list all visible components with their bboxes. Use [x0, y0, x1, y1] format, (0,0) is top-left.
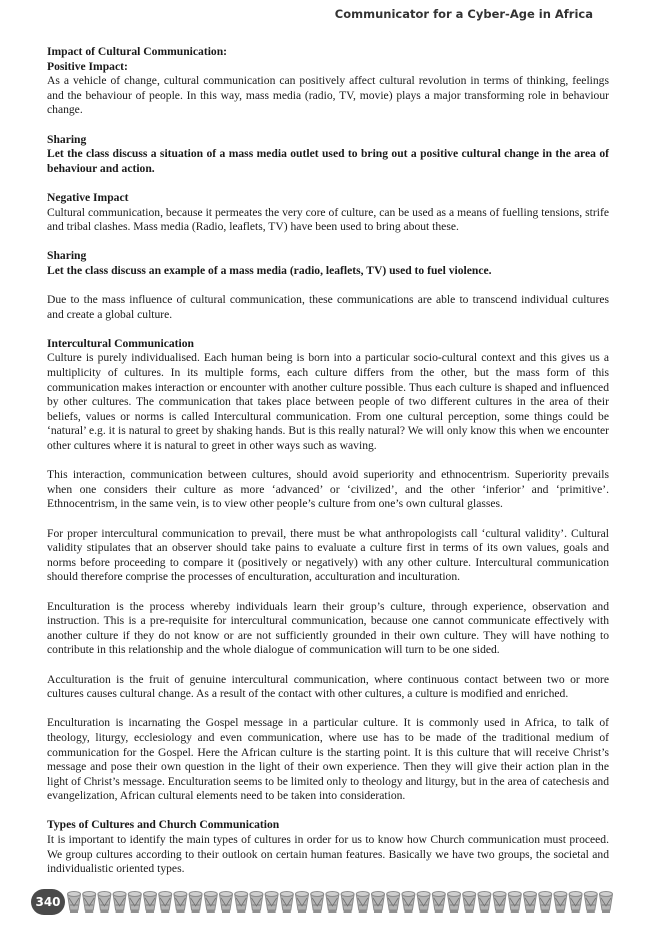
drum-icon: [250, 892, 263, 914]
drum-icon: [311, 892, 324, 914]
paragraph-acculturation: Acculturation is the fruit of genuine intercultural communication, where continuous contact between two or more cultures causes cultural change. As a result of the contact with other cultures, a culture is modified and enriched.: [47, 672, 609, 701]
heading-sharing-2: Sharing: [47, 249, 87, 263]
drum-icon: [508, 892, 521, 914]
drum-icon: [600, 892, 613, 914]
drum-icon: [584, 892, 597, 914]
drum-icon: [220, 892, 233, 914]
drum-icon: [265, 892, 278, 914]
drum-icon: [341, 892, 354, 914]
page-body: [47, 45, 609, 877]
paragraph-enculturation: Enculturation is the process whereby individuals learn their group’s culture, through experience, observation and instruction. This is a pre-requisite for intercultural communication, because one cannot communicate effectively with another culture if they do not know or are not sufficiently grounded in their own culture. They will have nothing to contribute in this relationship and the whole dialogue of communication will turn to be one sided.: [47, 599, 609, 657]
drum-icon: [356, 892, 369, 914]
heading-impact: Impact of Cultural Communication:: [47, 45, 228, 58]
drum-icon: [280, 892, 293, 914]
heading-intercultural: Intercultural Communication: [47, 336, 194, 350]
drum-border-ornament: [67, 890, 619, 916]
drum-icon: [144, 892, 157, 914]
paragraph-intercultural: Culture is purely individualised. Each human being is born into a particular socio-cultural context and this gives us a multiplicity of cultures. In its multiple forms, each culture differs from the other, but the mass form of this communication makes interaction or encounter with another culture possible. Thus each culture is shaped and influenced by other cultures. The communication that takes place between people of two different cultures in the area of their beliefs, values or norms is called Intercultural communication. From one cultural perception, some things could be ‘natural’ e.g. it is natural to greet by shaking hands. But is this really natural? We will only know this when we encounter other cultures where it is natural to greet in other ways such as waving.: [47, 351, 609, 453]
drum-icon: [174, 892, 187, 914]
paragraph-mass-influence: Due to the mass influence of cultural communication, these communications are able to transcend individual cultures and create a global culture.: [47, 293, 609, 321]
paragraph-sharing-1: Let the class discuss a situation of a mass media outlet used to bring out a positive cultural change in the area of behaviour and action.: [47, 147, 609, 175]
paragraph-superiority: This interaction, communication between cultures, should avoid superiority and ethnocentrism. Superiority prevails when one considers their culture as more ‘advanced’ or ‘civilized’, and the other ‘inferior’ and ‘primitive’. Ethnocentrism, in the same vein, is to view other people’s culture from one’s own cultural glasses.: [47, 468, 609, 511]
drum-icon: [296, 892, 309, 914]
paragraph-sharing-2: Let the class discuss an example of a mass media (radio, leaflets, TV) used to fuel violence.: [47, 263, 492, 277]
drum-icon: [68, 892, 81, 914]
heading-sharing-1: Sharing: [47, 132, 87, 146]
heading-types-of-cultures: Types of Cultures and Church Communication: [47, 818, 280, 832]
heading-negative-impact: Negative Impact: [47, 190, 129, 204]
drum-icon: [372, 892, 385, 914]
drum-icon: [417, 892, 430, 914]
drum-icon: [189, 892, 202, 914]
drum-icon: [235, 892, 248, 914]
page-number: 340: [31, 889, 65, 915]
heading-positive-impact: Positive Impact:: [47, 59, 128, 73]
drum-icon: [98, 892, 111, 914]
paragraph-inculturation: Enculturation is incarnating the Gospel message in a particular culture. It is commonly used in Africa, to talk of theology, liturgy, ecclesiology and even communication, where use has to be made of the traditional medium of communication for the Gospel. Here the African culture is the starting point. It is this culture that will receive Christ’s message and pose their own question in the light of their own experience. Then they will give their action plan in the light of Christ’s message. Enculturation seems to be limited only to theology and liturgy, but in the area of catechesis and evangelization, African cultural elements need to be taken into consideration.: [47, 716, 609, 803]
drum-icon: [432, 892, 445, 914]
drum-icon: [569, 892, 582, 914]
drum-icon: [402, 892, 415, 914]
drum-icon: [159, 892, 172, 914]
drum-icon: [387, 892, 400, 914]
drum-icon: [113, 892, 126, 914]
drum-icon: [326, 892, 339, 914]
drum-icon: [493, 892, 506, 914]
drum-icon: [478, 892, 491, 914]
drum-icon: [524, 892, 537, 914]
page-footer: [31, 889, 621, 917]
running-header: Communicator for a Cyber-Age in Africa: [334, 7, 593, 21]
drum-icon: [463, 892, 476, 914]
drum-icon: [83, 892, 96, 914]
drum-icon: [204, 892, 217, 914]
drum-icon: [554, 892, 567, 914]
paragraph-cultural-validity: For proper intercultural communication to prevail, there must be what anthropologists call ‘cultural validity’. Cultural validity stipulates that an observer should take pains to evaluate a culture first in terms of its own values, goals and norms before proceeding to compare it (positively or negatively) with any other culture. Intercultural communication should therefore comprise the processes of enculturation, acculturation and inculturation.: [47, 526, 609, 584]
drum-icon: [539, 892, 552, 914]
drum-icon: [128, 892, 141, 914]
paragraph-types-of-cultures: It is important to identify the main types of cultures in order for us to know how Church communication must proceed. We group cultures according to their outlook on certain human features. Basically we have two groups, the societal and individualistic oriented types.: [47, 833, 609, 876]
paragraph-negative-impact: Cultural communication, because it permeates the very core of culture, can be used as a means of fuelling tensions, strife and tribal clashes. Mass media (Radio, leaflets, TV) have been used to bring about these.: [47, 205, 609, 234]
paragraph-positive-impact: As a vehicle of change, cultural communication can positively affect cultural revolution in terms of thinking, feelings and the behaviour of people. In this way, mass media (radio, TV, movie) plays a major transforming role in behaviour change.: [47, 74, 609, 117]
drum-icon: [448, 892, 461, 914]
